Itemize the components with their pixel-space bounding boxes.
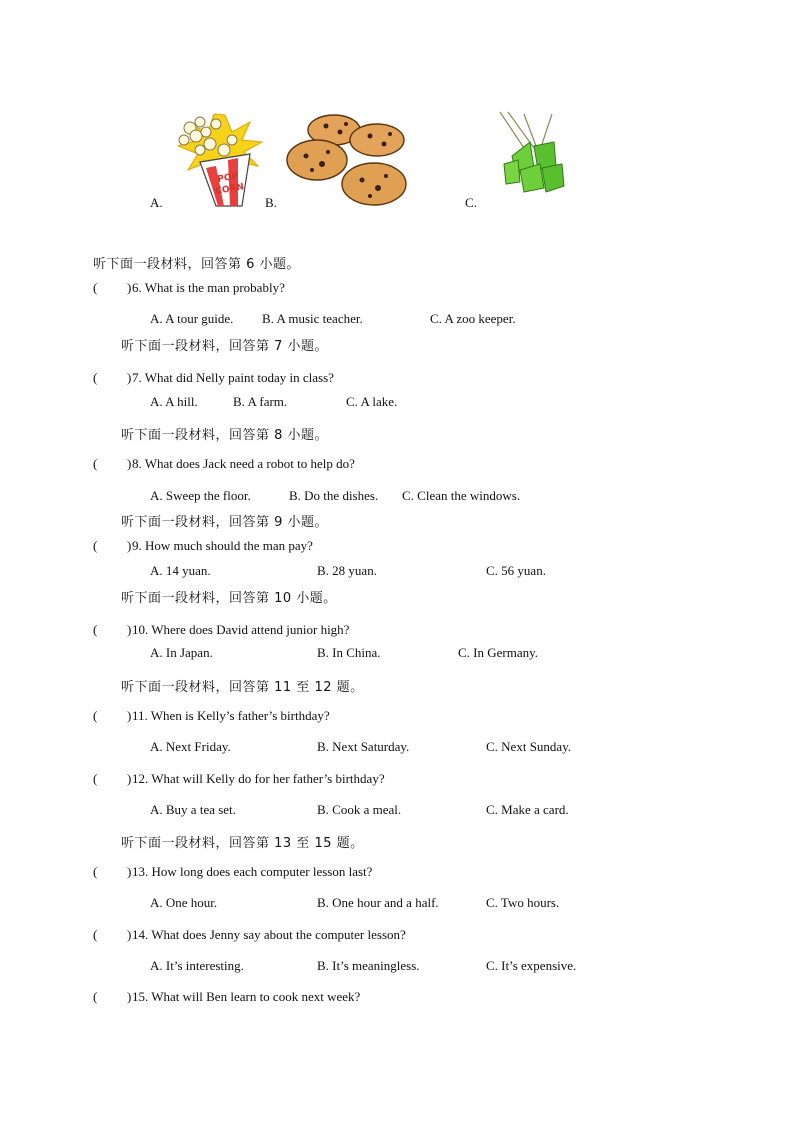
question-text: 14. What does Jenny say about the computer lesson? xyxy=(132,927,406,942)
question-text: 10. Where does David attend junior high? xyxy=(132,622,350,637)
answer-blank-open: ( xyxy=(93,280,98,295)
zongzi-icon xyxy=(494,108,574,200)
answer-blank-close: ) xyxy=(127,989,132,1004)
choice-a: A. In Japan. xyxy=(150,645,213,660)
answer-blank-open: ( xyxy=(93,622,98,637)
picture-option-b-label: B. xyxy=(265,195,277,210)
section-instruction: 听下面一段材料，回答第 8 小题。 xyxy=(121,428,329,443)
choice-b: B. A music teacher. xyxy=(262,311,363,326)
answer-blank-close: ) xyxy=(127,708,132,723)
answer-blank-open: ( xyxy=(93,989,98,1004)
question-text: 15. What will Ben learn to cook next week? xyxy=(132,989,361,1004)
question-text: 6. What is the man probably? xyxy=(132,280,285,295)
question-text: 7. What did Nelly paint today in class? xyxy=(132,370,334,385)
question-text: 11. When is Kelly’s father’s birthday? xyxy=(132,708,330,723)
answer-blank-open: ( xyxy=(93,370,98,385)
choice-c: C. In Germany. xyxy=(458,645,539,660)
section-instruction: 听下面一段材料，回答第 9 小题。 xyxy=(121,515,329,530)
answer-blank-close: ) xyxy=(127,864,132,879)
svg-text:CORN: CORN xyxy=(214,182,245,197)
choice-c: C. A zoo keeper. xyxy=(430,311,516,326)
choice-c: C. 56 yuan. xyxy=(486,563,546,578)
answer-blank-close: ) xyxy=(127,370,132,385)
question-text: 8. What does Jack need a robot to help do? xyxy=(132,456,355,471)
choice-a: A. Next Friday. xyxy=(150,739,231,754)
choice-a: A. Buy a tea set. xyxy=(150,802,236,817)
choice-b: B. A farm. xyxy=(233,394,288,409)
answer-blank-open: ( xyxy=(93,771,98,786)
answer-blank-open: ( xyxy=(93,927,98,942)
choice-b: B. Next Saturday. xyxy=(317,739,410,754)
choice-c: C. Clean the windows. xyxy=(402,488,521,503)
section-instruction: 听下面一段材料，回答第 11 至 12 题。 xyxy=(121,680,364,695)
answer-blank-close: ) xyxy=(127,927,132,942)
answer-blank-open: ( xyxy=(93,456,98,471)
choice-b: B. 28 yuan. xyxy=(317,563,377,578)
choice-a: A. 14 yuan. xyxy=(150,563,211,578)
answer-blank-close: ) xyxy=(127,771,132,786)
choice-c: C. Next Sunday. xyxy=(486,739,572,754)
answer-blank-open: ( xyxy=(93,708,98,723)
question-text: 12. What will Kelly do for her father’s birthday? xyxy=(132,771,385,786)
picture-option-a-label: A. xyxy=(150,195,163,210)
choice-b: B. It’s meaningless. xyxy=(317,958,420,973)
section-instruction: 听下面一段材料，回答第 6 小题。 xyxy=(93,257,301,272)
question-text: 13. How long does each computer lesson last? xyxy=(132,864,373,879)
choice-a: A. A hill. xyxy=(150,394,198,409)
section-instruction: 听下面一段材料，回答第 13 至 15 题。 xyxy=(121,836,364,851)
choice-a: A. It’s interesting. xyxy=(150,958,244,973)
answer-blank-close: ) xyxy=(127,456,132,471)
choice-b: B. One hour and a half. xyxy=(317,895,439,910)
answer-blank-close: ) xyxy=(127,280,132,295)
section-instruction: 听下面一段材料，回答第 7 小题。 xyxy=(121,339,329,354)
picture-option-c-label: C. xyxy=(465,195,477,210)
choice-b: B. Do the dishes. xyxy=(289,488,379,503)
choice-c: C. Make a card. xyxy=(486,802,569,817)
choice-c: C. Two hours. xyxy=(486,895,560,910)
answer-blank-close: ) xyxy=(127,538,132,553)
choice-a: A. Sweep the floor. xyxy=(150,488,251,503)
choice-a: A. One hour. xyxy=(150,895,218,910)
choice-a: A. A tour guide. xyxy=(150,311,234,326)
answer-blank-close: ) xyxy=(127,622,132,637)
answer-blank-open: ( xyxy=(93,864,98,879)
popcorn-icon xyxy=(170,110,265,208)
answer-blank-open: ( xyxy=(93,538,98,553)
choice-b: B. In China. xyxy=(317,645,381,660)
section-instruction: 听下面一段材料，回答第 10 小题。 xyxy=(121,591,337,606)
choice-c: C. It’s expensive. xyxy=(486,958,577,973)
question-text: 9. How much should the man pay? xyxy=(132,538,313,553)
choice-b: B. Cook a meal. xyxy=(317,802,402,817)
svg-text:POP: POP xyxy=(216,171,240,185)
choice-c: C. A lake. xyxy=(346,394,398,409)
cookies-icon xyxy=(282,110,412,210)
